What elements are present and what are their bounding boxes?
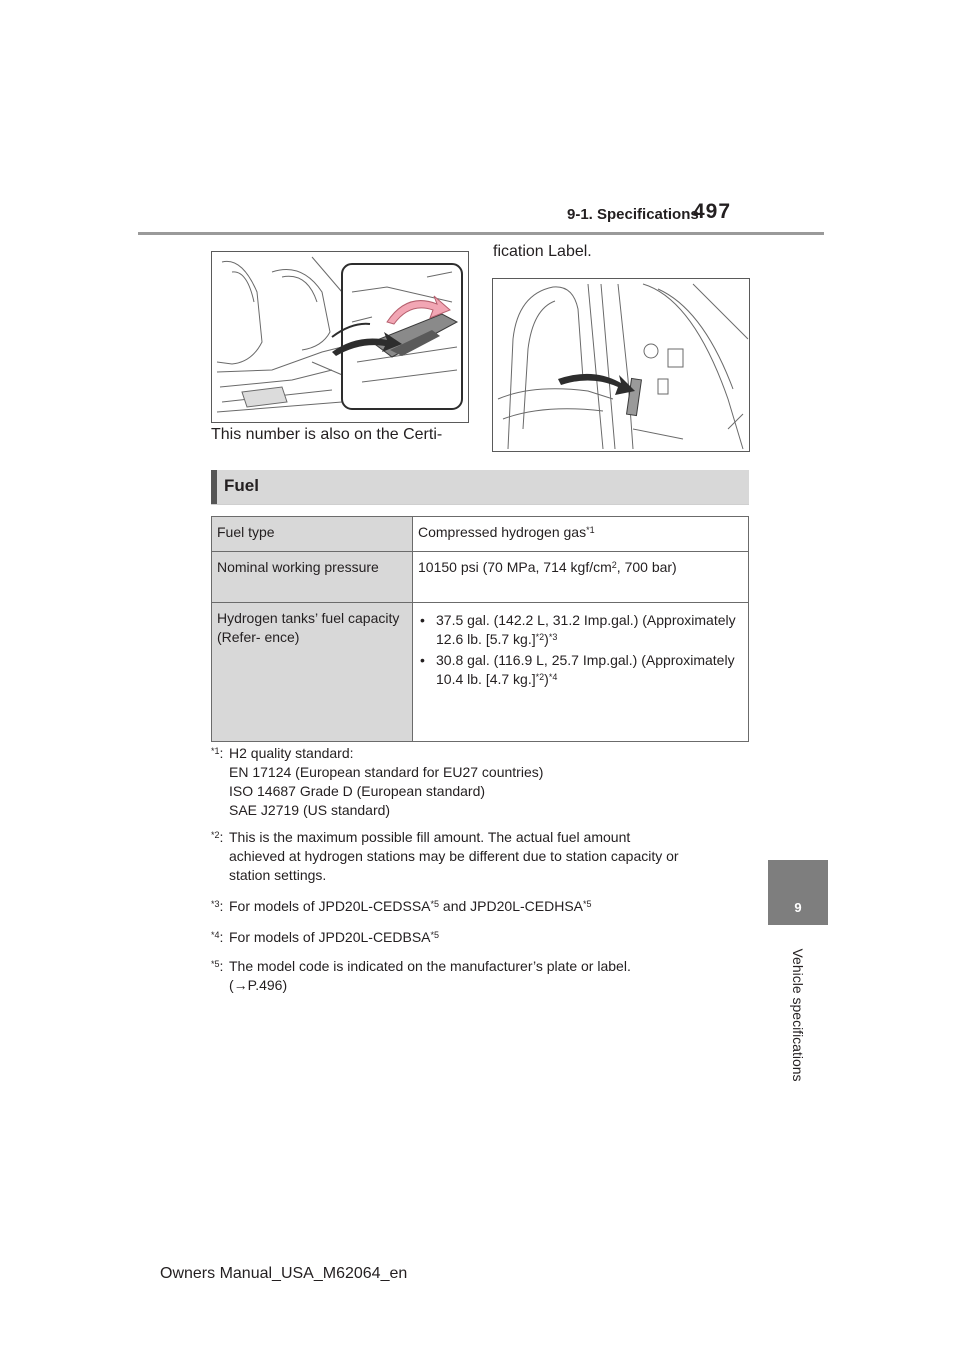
footnote-mark-text: *4 <box>211 930 220 940</box>
bullet-text: ) <box>544 671 549 687</box>
value-text: , 700 bar) <box>616 559 677 575</box>
footnote-line: H2 quality standard: <box>229 745 354 761</box>
footnote-text: For models of JPD20L-CEDSSA <box>229 898 431 914</box>
footnote-ref: *1 <box>586 525 595 535</box>
intro-paragraph: This number is also on the Certi- <box>211 426 443 443</box>
section-title-fuel: Fuel <box>224 476 259 495</box>
footnote-ref: *2 <box>535 672 545 682</box>
door-label-drawing <box>493 279 749 451</box>
page-reference-link[interactable]: (→P.496) <box>229 977 288 993</box>
section-title: 9-1. Specifications <box>567 206 699 223</box>
header-rule <box>138 232 824 235</box>
row-value <box>413 603 749 742</box>
chapter-label-container <box>768 930 828 1100</box>
footnote-line: achieved at hydrogen stations may be different due to station capacity or <box>229 848 679 864</box>
footnote <box>211 744 771 820</box>
footnote-mark-text: *5 <box>211 959 220 969</box>
footnote-mark: $^{*2}$: <box>211 829 224 845</box>
footnote-line: station settings. <box>229 867 327 883</box>
page-number: 497 <box>693 200 732 223</box>
superscript: 2 <box>611 560 617 570</box>
footnote-mark: $^{*4}$: <box>211 929 224 945</box>
continued-paragraph: fication Label. <box>493 243 592 260</box>
footnote-line: The model code is indicated on the manufacturer’s plate or label. <box>229 958 631 974</box>
list-item <box>418 611 743 649</box>
section-header <box>211 470 749 505</box>
footnote-mark-text: *2 <box>211 830 220 840</box>
fuel-spec-table <box>211 516 749 742</box>
footnote <box>211 928 771 947</box>
footnote-mark-text: *1 <box>211 746 220 756</box>
bullet-text: 30.8 gal. (116.9 L, 25.7 Imp.gal.) (Approximately 10.4 lb. [4.7 kg.] <box>436 652 735 687</box>
row-value <box>413 517 749 552</box>
bullet-text: 37.5 gal. (142.2 L, 31.2 Imp.gal.) (Approximately 12.6 lb. [5.7 kg.] <box>436 612 736 647</box>
chapter-label: Vehicle specifications <box>790 948 806 1082</box>
row-value <box>413 552 749 603</box>
footnote-mark: $^{*1}$: <box>211 745 224 761</box>
footnote-ref: *3 <box>548 632 558 642</box>
seat-lever-drawing <box>212 252 468 422</box>
value-text: 10150 psi (70 MPa, 714 kgf/cm <box>418 559 612 575</box>
footnote-mark: $^{*3}$: <box>211 898 224 914</box>
chapter-number: 9 <box>794 900 802 915</box>
table-row <box>212 517 749 552</box>
footer-manual-id: Owners Manual_USA_M62064_en <box>160 1265 408 1282</box>
row-label: Fuel type <box>212 517 413 552</box>
chapter-tab <box>768 860 828 925</box>
seat-lever-illustration <box>211 251 469 423</box>
footnote-text: For models of JPD20L-CEDBSA <box>229 929 431 945</box>
footnote-ref: *5 <box>430 899 440 909</box>
footnote-text: and JPD20L-CEDHSA <box>439 898 583 914</box>
footnote-line: EN 17124 (European standard for EU27 countries) <box>229 764 544 780</box>
capacity-list <box>418 611 743 689</box>
footnote-ref: *2 <box>535 632 545 642</box>
table-row <box>212 552 749 603</box>
footnote <box>211 957 771 995</box>
footnote-line: ISO 14687 Grade D (European standard) <box>229 783 486 799</box>
footnote-ref: *5 <box>430 930 440 940</box>
door-label-illustration <box>492 278 750 452</box>
list-item <box>418 651 743 689</box>
row-label: Nominal working pressure <box>212 552 413 603</box>
row-label: Hydrogen tanks’ fuel capacity (Refer- ence) <box>212 603 413 742</box>
footnote-line: SAE J2719 (US standard) <box>229 802 391 818</box>
footnote <box>211 828 771 885</box>
footnote-ref: *4 <box>548 672 558 682</box>
section-header-bar <box>211 470 217 504</box>
footnote-mark-text: *3 <box>211 899 220 909</box>
footnote-line: This is the maximum possible fill amount. The actual fuel amount <box>229 829 631 845</box>
value-text: Compressed hydrogen gas <box>418 524 587 540</box>
footnote-mark: $^{*5}$: <box>211 958 224 974</box>
bullet-text: ) <box>544 631 549 647</box>
footnote <box>211 897 771 916</box>
footnote-ref: *5 <box>583 899 592 909</box>
table-row <box>212 603 749 742</box>
